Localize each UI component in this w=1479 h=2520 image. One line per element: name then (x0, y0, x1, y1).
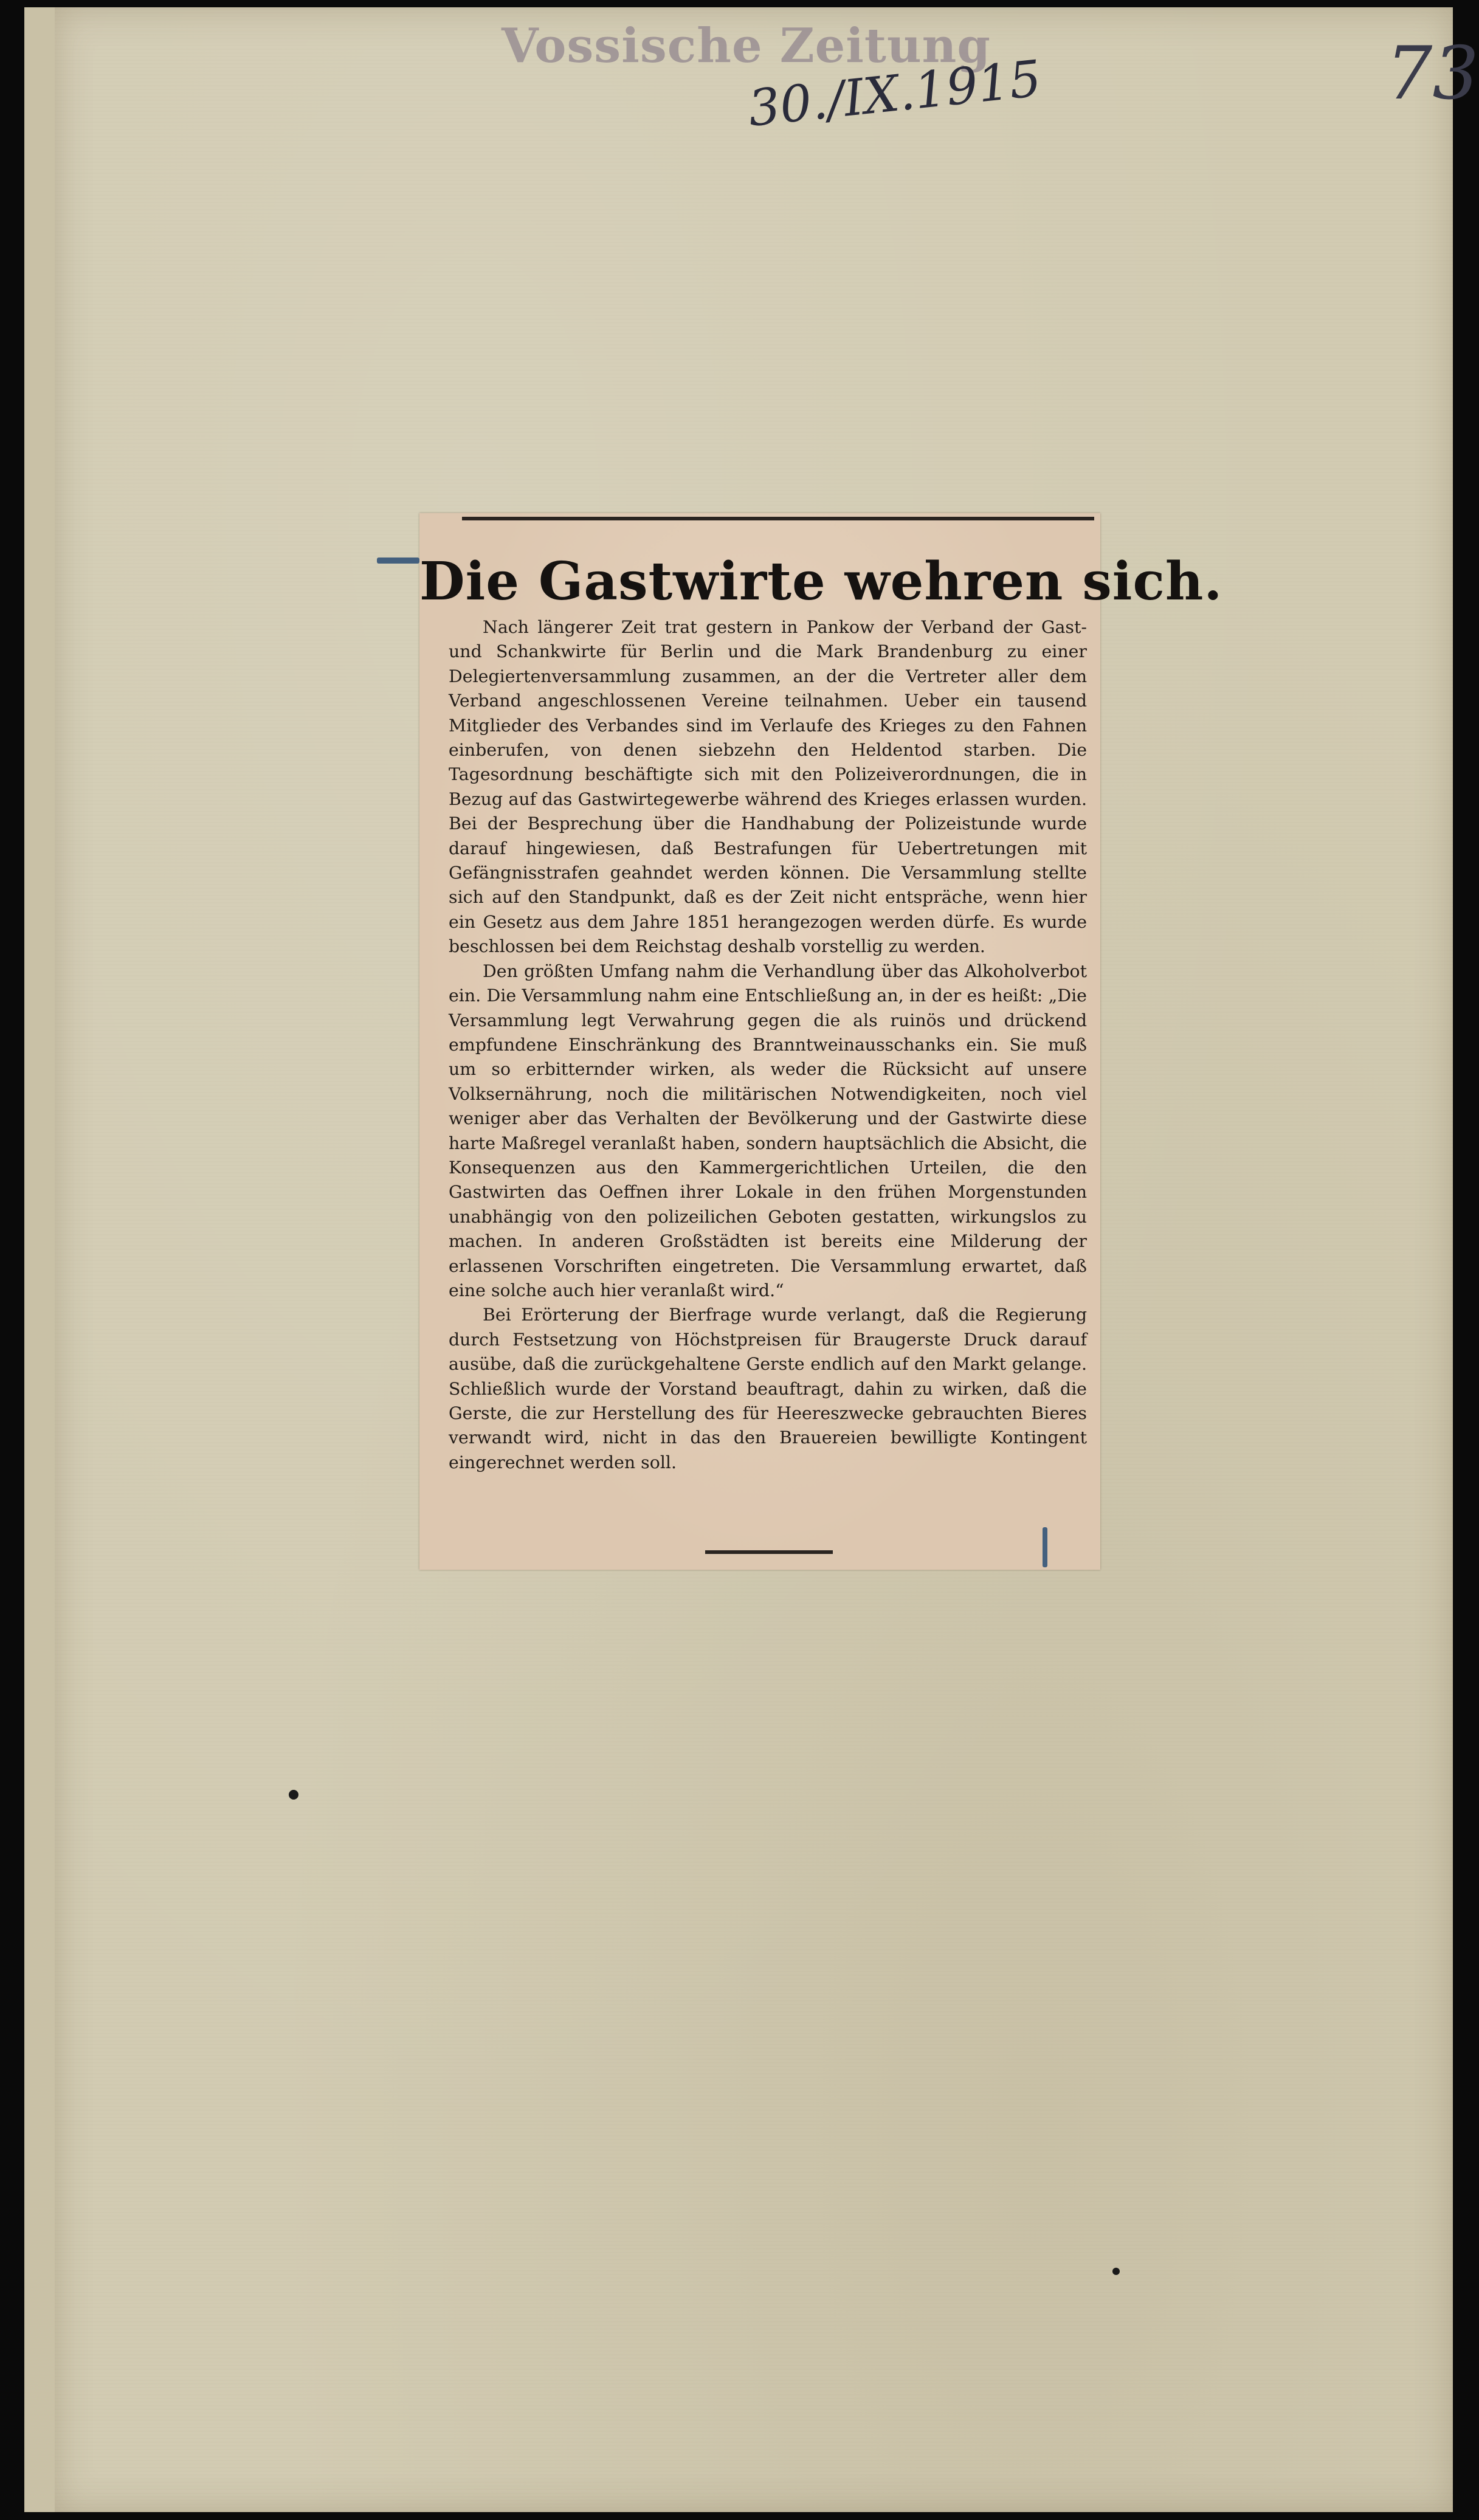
blue-pencil-mark-left (377, 558, 419, 564)
newspaper-stamp: Vossische Zeitung (502, 18, 991, 74)
handwritten-page-number: 73 (1386, 32, 1479, 116)
archive-sheet (55, 7, 1479, 2512)
handwritten-date: 30./IX.1915 (745, 49, 1044, 139)
article-title: Die Gastwirte wehren sich. (419, 551, 1223, 612)
article-paragraph-1: Nach längerer Zeit trat gestern in Pankow der Verband der Gast- und Schankwirte für Berlin und die Mark Brandenburg zu einer Delegiertenversammlung zusammen, an der die Vertreter aller dem Verband angeschlossenen Vereine teilnahmen. Ueber ein tausend Mitglieder des Verbandes sind im Verlaufe des Krieges zu den Fahnen einberufen, von denen siebzehn den Heldentod starben. Die Tagesordnung beschäftigte sich mit den Polizeiverordnungen, die in Bezug auf das Gastwirtegewerbe während des Krieges erlassen wurden. Bei der Besprechung über die Handhabung der Polizeistunde wurde darauf hingewiesen, daß Bestrafungen für Uebertretungen mit Gefängnisstrafen geahndet werden können. Die Versammlung stellte sich auf den Standpunkt, daß es der Zeit nicht entspräche, wenn hier ein Gesetz aus dem Jahre 1851 herangezogen werden dürfe. Es wurde beschlossen bei dem Reichstag deshalb vorstellig zu werden. (449, 617, 1087, 957)
newspaper-clipping (419, 513, 1223, 1570)
article-paragraph-2: Den größten Umfang nahm die Verhandlung über das Alkoholverbot ein. Die Versammlung nahm eine Entschließung an, in der es heißt: „Die Versammlung legt Verwahrung gegen die als ruinös und drückend empfundene Einschränkung des Branntweinausschanks ein. Sie muß um so erbitternder wirken, als weder die Rücksicht auf unsere Volksernährung, noch die militärischen Notwendigkeiten, noch viel weniger aber das Verhalten der Bevölkerung und der Gastwirte diese harte Maßregel veranlaßt haben, sondern hauptsächlich die Absicht, die Konsequenzen aus den Kammergerichtlichen Urteilen, die den Gastwirten das Oeffnen ihrer Lokale in den frühen Morgenstunden unabhängig von den polizeilichen Geboten gestatten, wirkungslos zu machen. In anderen Großstädten ist bereits eine Milderung der erlassenen Vorschriften eingetreten. Die Versammlung erwartet, daß eine solche auch hier veranlaßt wird.“ (449, 961, 1087, 1300)
blue-pencil-mark-right (1043, 1527, 1047, 1567)
margin-dot (289, 1790, 298, 1800)
article-body (449, 615, 1087, 1475)
clipping-top-rule (462, 517, 1094, 520)
clipping-bottom-rule (705, 1550, 833, 1554)
margin-dot (1112, 2268, 1120, 2275)
article-paragraph-3: Bei Erörterung der Bierfrage wurde verlangt, daß die Regierung durch Festsetzung von Höchstpreisen für Braugerste Druck darauf ausübe, daß die zurückgehaltene Gerste endlich auf den Markt gelange. Schließlich wurde der Vorstand beauftragt, dahin zu wirken, daß die Gerste, die zur Herstellung des für Heereszwecke gebrauchten Bieres verwandt wird, nicht in das den Brauereien bewilligte Kontingent eingerechnet werden soll. (449, 1305, 1087, 1472)
